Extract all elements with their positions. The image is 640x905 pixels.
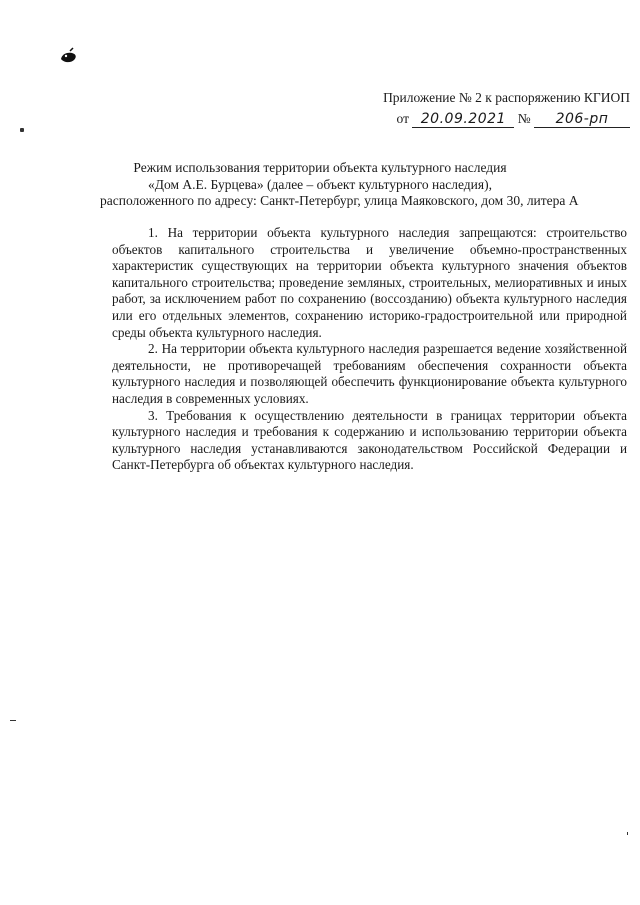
date-prefix: от <box>396 111 409 126</box>
paragraph-2: 2. На территории объекта культурного наследия разрешается ведение хозяйственной деятельности, не противоречащей требованиям обеспечения сохранности объекта культурного наследия и позволяющей обеспечить функционирование объекта культурного наследия в современных условиях. <box>112 341 627 406</box>
title-line-1: Режим использования территории объекта культурного наследия <box>133 160 507 175</box>
scan-speck <box>10 720 16 721</box>
paragraph-3: 3. Требования к осуществлению деятельности в границах территории объекта культурного наследия и требования к содержанию и использованию территории объекта культурного наследия устанавливаются законодательством Российской Федерации и Санкт-Петербурга об объектах культурного наследия. <box>112 407 627 473</box>
number-prefix: № <box>517 111 531 126</box>
handwritten-number: 206-рп <box>534 111 630 128</box>
title-line-2: «Дом А.Е. Бурцева» (далее – объект культурного наследия), <box>148 176 492 192</box>
ink-blot-icon <box>58 47 78 65</box>
appendix-date-number-line <box>330 108 630 129</box>
scan-speck <box>627 832 628 835</box>
document-title <box>100 160 579 210</box>
paragraph-1: 1. На территории объекта культурного наследия запрещаются: строительство объектов капитального строительства и увеличение объемно-пространственных характеристик существующих на территории объекта культурного значения объектов капитального строительства; проведение земляных, строительных, мелиоративных и иных работ, за исключением работ по сохранению (воссозданию) объекта культурного наследия или его отдельных элементов, сохранению историко-градостроительной или природной среды объекта культурного наследия. <box>112 225 627 340</box>
title-line-3: расположенного по адресу: Санкт-Петербург, улица Маяковского, дом 30, литера А <box>100 193 579 208</box>
scan-speck <box>20 128 24 132</box>
document-body <box>112 225 627 474</box>
appendix-reference: Приложение № 2 к распоряжению КГИОП <box>383 90 630 105</box>
handwritten-date: 20.09.2021 <box>412 111 514 128</box>
appendix-header <box>330 87 630 129</box>
